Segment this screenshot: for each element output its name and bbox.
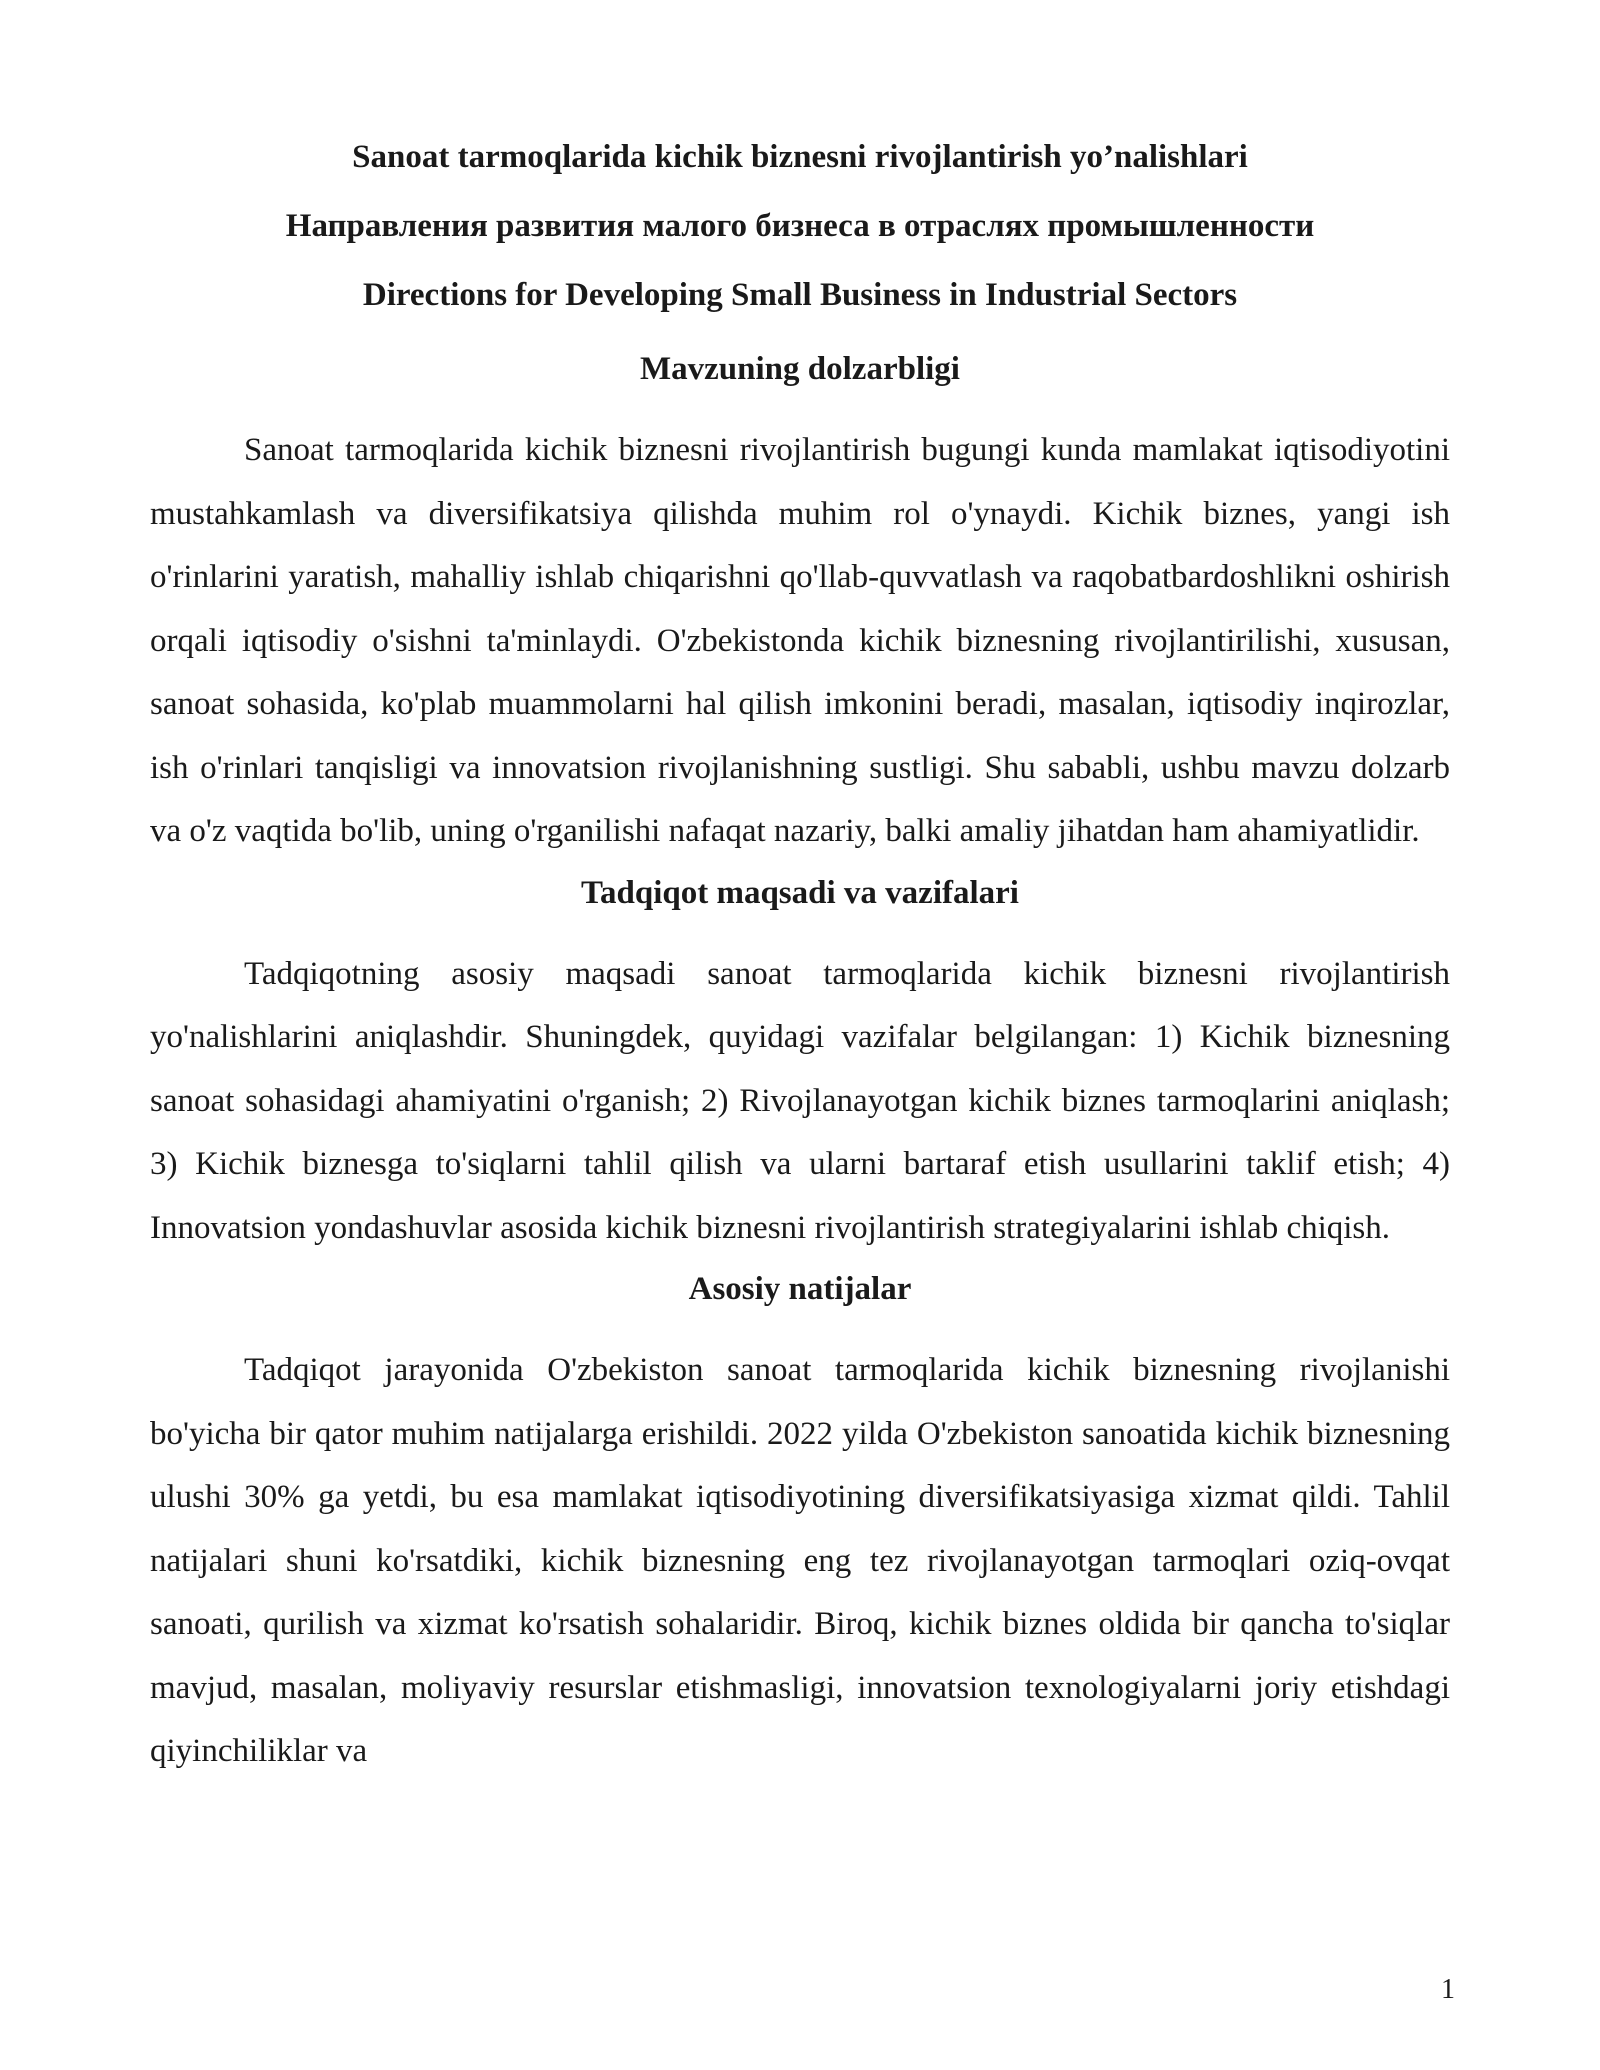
section-paragraph-relevance: Sanoat tarmoqlarida kichik biznesni rivojlantirish bugungi kunda mamlakat iqtisodiyotini mustahkamlash va diversifikatsiya qilishda muhim rol o'ynaydi. Kichik biznes, yangi ish o'rinlarini yaratish, mahalliy ishlab chiqarishni qo'llab-quvvatlash va raqobatbardoshlikni oshirish orqali iqtisodiy o'sishni ta'minlaydi. O'zbekistonda kichik biznesning rivojlantirilishi, xususan, sanoat sohasida, ko'plab muammolarni hal qilish imkonini beradi, masalan, iqtisodiy inqirozlar, ish o'rinlari tanqisligi va innovatsion rivojlanishning sustligi. Shu sababli, ushbu mavzu dolzarb va o'z vaqtida bo'lib, uning o'rganilishi nafaqat nazariy, balki amaliy jihatdan ham ahamiyatlidir.	[150, 432, 1450, 849]
section-paragraph-goals: Tadqiqotning asosiy maqsadi sanoat tarmoqlarida kichik biznesni rivojlantirish yo'nalishlarini aniqlashdir. Shuningdek, quyidagi vazifalar belgilangan: 1) Kichik biznesning sanoat sohasidagi ahamiyatini o'rganish; 2) Rivojlanayotgan kichik biznes tarmoqlarini aniqlash; 3) Kichik biznesga to'siqlarni tahlil qilish va ularni bartaraf etish usullarini taklif etish; 4) Innovatsion yondashuvlar asosida kichik biznesni rivojlantirish strategiyalarini ishlab chiqish.	[150, 955, 1450, 1246]
title-english: Directions for Developing Small Business in Industrial Sectors	[362, 277, 1238, 313]
section-heading-results: Asosiy natijalar	[688, 1271, 912, 1307]
section-paragraph-results: Tadqiqot jarayonida O'zbekiston sanoat tarmoqlarida kichik biznesning rivojlanishi bo'yicha bir qator muhim natijalarga erishildi. 2022 yilda O'zbekiston sanoatida kichik biznesning ulushi 30% ga yetdi, bu esa mamlakat iqtisodiyotining diversifikatsiyasiga xizmat qildi. Tahlil natijalari shuni ko'rsatdiki, kichik biznesning eng tez rivojlanayotgan tarmoqlari oziq-ovqat sanoati, qurilish va xizmat ko'rsatish sohalaridir. Biroq, kichik biznes oldida bir qancha to'siqlar mavjud, masalan, moliyaviy resurslar etishmasligi, innovatsion texnologiyalarni joriy etishdagi qiyinchiliklar va	[150, 1352, 1450, 1769]
document-page	[150, 140, 1450, 1796]
title-russian: Направления развития малого бизнеса в отраслях промышленности	[285, 208, 1315, 244]
section-heading-goals: Tadqiqot maqsadi va vazifalari	[581, 874, 1019, 911]
section-heading-relevance: Mavzuning dolzarbligi	[640, 351, 960, 387]
title-uzbek: Sanoat tarmoqlarida kichik biznesni rivojlantirish yo’nalishlari	[352, 139, 1248, 175]
page-number: 1	[1441, 1974, 1455, 2005]
